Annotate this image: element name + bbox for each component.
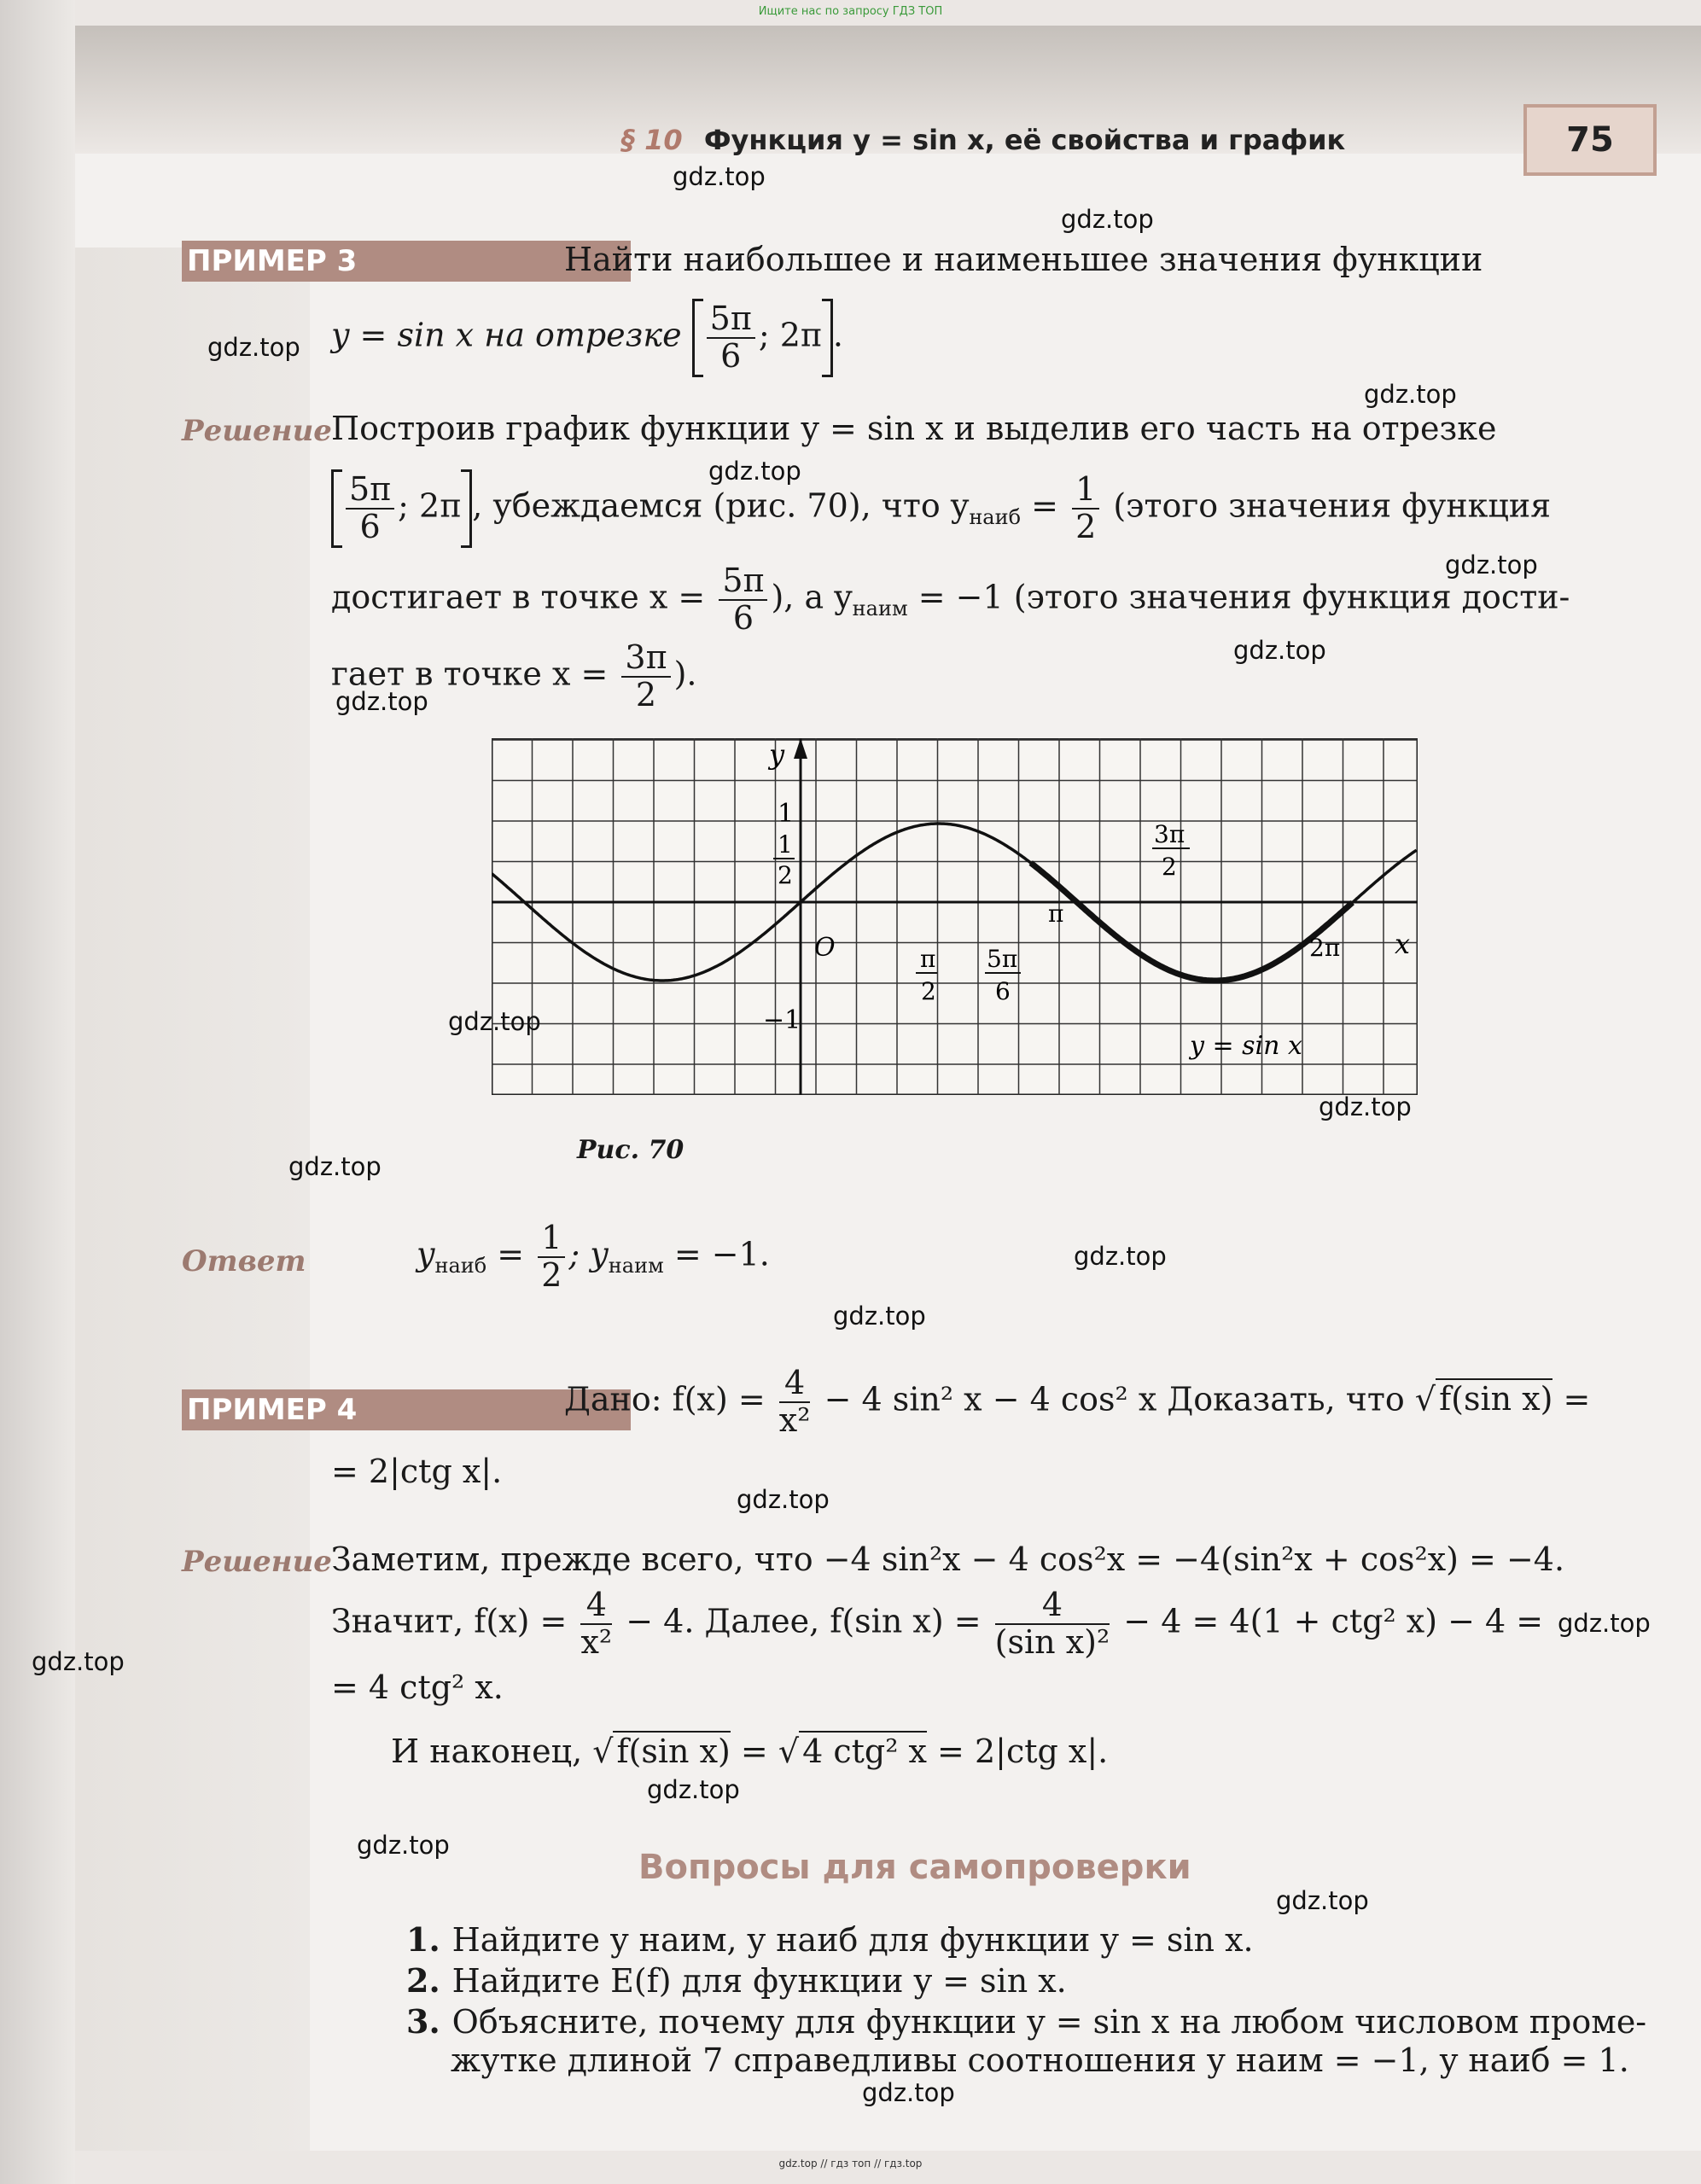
tick-label-half-den: 2: [778, 861, 793, 889]
watermark: gdz.top: [448, 1007, 541, 1036]
question-2: [406, 1961, 1067, 2000]
question-3-continued: [451, 2041, 1629, 2079]
watermark: gdz.top: [1445, 550, 1538, 579]
example-3-sol-line3: [331, 563, 1570, 637]
tick-label-pi: π: [1048, 900, 1064, 928]
fraction-numerator: 5π: [707, 301, 755, 339]
fraction-4-x2: [779, 1366, 811, 1439]
text-segment: Дано: f(x) =: [564, 1380, 766, 1418]
question-text: Найдите E(f) для функции y = sin x.: [451, 1962, 1067, 2000]
fraction-numerator: 4: [580, 1587, 612, 1625]
margin-band: [75, 248, 310, 2151]
watermark: gdz.top: [673, 162, 766, 191]
text-segment: ).: [673, 655, 697, 693]
text-segment: ; y: [568, 1235, 609, 1273]
fraction-denominator: 2: [541, 1255, 562, 1294]
fraction-numerator: 4: [779, 1366, 811, 1403]
text-segment: y: [417, 1235, 435, 1273]
text-segment: Значит, f(x) =: [331, 1602, 568, 1640]
watermark: gdz.top: [32, 1647, 125, 1676]
subscript-min: наим: [608, 1253, 664, 1278]
watermark: gdz.top: [1233, 636, 1326, 665]
top-note: Ищите нас по запросу ГДЗ ТОП: [758, 5, 943, 18]
text-segment: = −1.: [673, 1235, 770, 1273]
text-segment: ; 2π: [758, 316, 822, 354]
example-4-sol-line3: = 4 ctg² x.: [331, 1669, 504, 1706]
text-segment: (этого значения функция: [1113, 486, 1552, 525]
fraction-denominator: (sin x)²: [994, 1622, 1110, 1661]
question-3: [406, 2002, 1646, 2041]
tick-label-pi2-num: π: [920, 945, 936, 973]
text-segment: − 4 = 4(1 + ctg² x) − 4 =: [1123, 1602, 1544, 1640]
watermark: gdz.top: [357, 1831, 450, 1860]
text-segment: = −1 (этого значения функция дости-: [917, 578, 1570, 616]
text-segment: гает в точке x =: [331, 655, 609, 693]
tick-label-2pi: 2π: [1309, 934, 1341, 962]
fraction-numerator: 5π: [346, 472, 394, 510]
example-3-line1: [564, 241, 1648, 278]
example-3-sol-line1: Построив график функции y = sin x и выделив его часть на отрезке: [331, 410, 1497, 447]
watermark: gdz.top: [708, 457, 801, 486]
tick-label-3pi2-den: 2: [1162, 853, 1177, 881]
fraction-denominator: x²: [778, 1401, 811, 1439]
bracket-right: [461, 469, 472, 548]
watermark: gdz.top: [737, 1485, 830, 1514]
fraction-denominator: 6: [359, 508, 381, 545]
tick-label-5pi6-den: 6: [995, 977, 1011, 1005]
text-segment: И наконец,: [391, 1733, 583, 1770]
origin-label: O: [814, 933, 836, 963]
watermark: gdz.top: [335, 687, 428, 716]
question-text: Найдите y наим, y наиб для функции y = sin x.: [451, 1921, 1254, 1959]
question-number: 2.: [406, 1961, 440, 2000]
watermark: gdz.top: [647, 1775, 740, 1804]
example-3-sol-line2: $\frac{5\pi}{6}$ ; 2π , убеждаемся (рис. 70), что $y_{наиб}$ = $\frac{1}{2}$ (этого значения функция: [331, 469, 1551, 548]
question-text: жутке длиной 7 справедливы соотношения y наим = −1, y наиб = 1.: [451, 2041, 1629, 2079]
solution-label-4: Решение: [182, 1545, 332, 1579]
watermark: gdz.top: [1074, 1242, 1167, 1271]
example-4-sol-line2: [331, 1587, 1543, 1661]
text-segment: достигает в точке x =: [331, 578, 706, 616]
fraction-denominator: 6: [720, 337, 742, 375]
text-segment: = 2|ctg x|.: [937, 1733, 1109, 1770]
fraction-numerator: 1: [538, 1220, 565, 1258]
tick-label-5pi6-num: 5π: [987, 945, 1018, 973]
subscript-min: наим: [852, 596, 908, 620]
example-3-line1-text: Найти наибольшее и наименьшее значения функции: [564, 241, 1483, 278]
sine-graph: [492, 738, 1418, 1095]
bracket-left: [331, 469, 342, 548]
sqrt-expression: f(sin x): [1436, 1378, 1552, 1418]
fraction-half: [1072, 472, 1099, 545]
question-number: 1.: [406, 1920, 440, 1959]
text-segment: − 4. Далее, f(sin x) =: [626, 1602, 982, 1640]
solution-label: Решение: [182, 414, 332, 448]
watermark: gdz.top: [1558, 1609, 1651, 1638]
text-segment: =: [1563, 1380, 1591, 1418]
tick-label-pi2-den: 2: [921, 977, 936, 1005]
sqrt-expression: 4 ctg² x: [799, 1731, 927, 1770]
text-segment: ; 2π: [398, 486, 462, 525]
example-4-label: ПРИМЕР 4: [182, 1389, 631, 1430]
watermark: gdz.top: [288, 1152, 382, 1181]
questions-title: Вопросы для самопроверки: [638, 1848, 1191, 1887]
fraction-half: [538, 1220, 565, 1294]
tick-label-3pi2-num: 3π: [1154, 820, 1185, 848]
fraction-4-sinx2: [995, 1587, 1110, 1661]
page-number: 75: [1523, 104, 1657, 176]
bracket-right: [822, 299, 833, 377]
curve-label: y = sin x: [1190, 1031, 1302, 1061]
example-4-line2: = 2|ctg x|.: [331, 1453, 503, 1490]
tick-label-minus1: −1: [763, 1005, 801, 1035]
text-segment: , убеждаемся (рис. 70), что y: [472, 486, 970, 525]
watermark: gdz.top: [1276, 1886, 1369, 1915]
section-number: § 10: [621, 124, 683, 156]
answer-label: Ответ: [182, 1244, 306, 1278]
fraction-numerator: 5π: [719, 563, 767, 601]
sqrt-expression: f(sin x): [613, 1731, 730, 1770]
fraction-numerator: 4: [995, 1587, 1110, 1625]
fraction-numerator: 1: [1072, 472, 1099, 510]
y-axis-label: y: [769, 738, 785, 771]
example-3-label: ПРИМЕР 3: [182, 241, 631, 282]
subscript-max: наиб: [969, 505, 1022, 530]
bracket-left: [692, 299, 703, 377]
fraction-numerator: 3π: [621, 640, 670, 678]
watermark: gdz.top: [207, 333, 300, 362]
tick-label-half-num: 1: [778, 830, 793, 859]
fraction-5pi-6: [707, 301, 755, 375]
text-segment: =: [740, 1733, 768, 1770]
fraction-denominator: 6: [732, 598, 754, 637]
example-3-line2: y = sin x на отрезке $\frac{5\pi}{6}$ ; 2π .: [331, 299, 843, 377]
subscript-max: наиб: [434, 1253, 487, 1278]
fraction-5pi-6: [346, 472, 394, 545]
figure-caption: Рис. 70: [577, 1135, 684, 1165]
x-axis-label: x: [1395, 928, 1411, 960]
watermark: gdz.top: [833, 1302, 926, 1331]
section-title: [621, 124, 1345, 156]
fraction-denominator: x²: [580, 1622, 613, 1661]
textbook-page: [75, 26, 1701, 2151]
tick-label-1: 1: [778, 799, 795, 829]
page-fold: [0, 0, 75, 2184]
fraction-3pi-2: [621, 640, 670, 713]
watermark: gdz.top: [1061, 205, 1154, 234]
watermark: gdz.top: [862, 2078, 955, 2107]
example-3-answer: $y_{наиб}$ = $\frac{1}{2}$ ; $y_{наим} = -1$.: [417, 1219, 770, 1294]
fraction-5pi-6: [719, 563, 767, 637]
question-text: Объясните, почему для функции y = sin x на любом числовом проме-: [451, 2003, 1647, 2041]
question-number: 3.: [406, 2002, 440, 2041]
fraction-4-x2: [580, 1587, 612, 1661]
example-4-sol-line4: И наконец, √ f(sin x) = √ 4 ctg² x = 2|ctg x|.: [391, 1733, 1109, 1770]
fraction-denominator: 2: [635, 675, 657, 713]
text-segment: − 4 sin² x − 4 cos² x Доказать, что: [824, 1380, 1405, 1418]
example-4-sol-line1: Заметим, прежде всего, что −4 sin²x − 4 cos²x = −4(sin²x + cos²x) = −4.: [331, 1540, 1565, 1578]
question-1: [406, 1920, 1254, 1959]
text-segment: y = sin x на отрезке: [331, 316, 682, 354]
watermark: gdz.top: [1364, 380, 1457, 409]
example-4-line1: Дано: f(x) = $\frac{4}{\text{x²}}$ − 4 sin² x − 4 cos² x Доказать, что √ f(sin x) =: [564, 1364, 1591, 1439]
text-segment: ), а y: [771, 578, 853, 616]
watermark: gdz.top: [1319, 1092, 1412, 1121]
fraction-denominator: 2: [1075, 508, 1097, 545]
section-name: Функция y = sin x, её свойства и график: [703, 124, 1346, 156]
footer-note: gdz.top // гдз топ // гдз.top: [778, 2158, 923, 2169]
